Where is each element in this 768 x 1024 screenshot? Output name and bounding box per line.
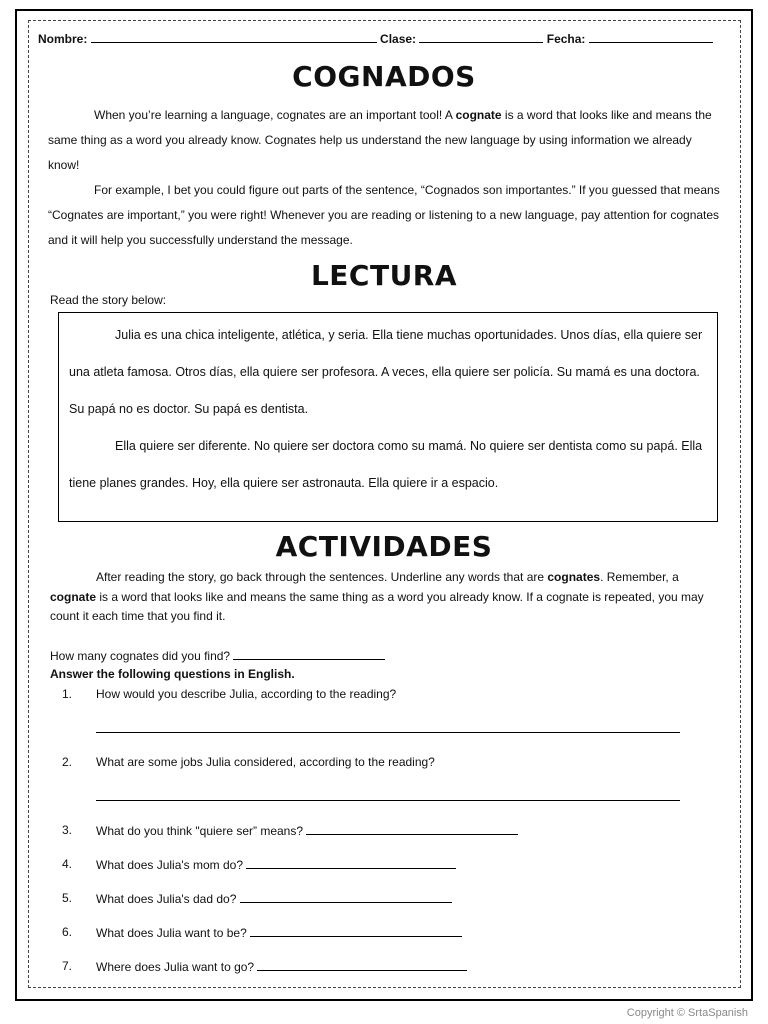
count-answer-field[interactable]: [233, 648, 385, 660]
nombre-field[interactable]: [91, 31, 377, 43]
cognate-bold: cognate: [455, 108, 502, 122]
actividades-paragraph: After reading the story, go back through the sentences. Underline any words that are cognates. Remember, a cognate is a word that looks like and means the same thing as a word you already know. If a cognate is repeated, you may count it each time that you find it.: [50, 570, 704, 623]
story-box: [58, 312, 718, 522]
fecha-field[interactable]: [589, 31, 713, 43]
cognados-text: [48, 103, 720, 253]
fecha-label: Fecha:: [546, 32, 586, 46]
actividades-text: [50, 568, 718, 627]
answer-line-2[interactable]: [96, 800, 680, 801]
answer-line-5[interactable]: [240, 891, 452, 903]
question-4-text: What does Julia's mom do?: [96, 857, 456, 872]
answer-line-3[interactable]: [306, 823, 518, 835]
answer-line-7[interactable]: [257, 959, 467, 971]
copyright-text: Copyright © SrtaSpanish: [626, 1007, 748, 1019]
answer-line-6[interactable]: [250, 925, 462, 937]
clase-field[interactable]: [419, 31, 543, 43]
cognados-paragraph-1: When you’re learning a language, cognates are an important tool! A cognate is a word that looks like and means the same thing as a word you already know. Cognates help us understand the new language by using information we already know!: [48, 108, 712, 172]
story-paragraph-2: Ella quiere ser diferente. No quiere ser doctora como su mamá. No quiere ser dentista como su papá. Ella tiene planes grandes. Hoy, ella quiere ser astronauta. Ella quiere ir a espacio.: [69, 439, 703, 490]
cognados-title: COGNADOS: [292, 60, 476, 93]
story-paragraph-1: Julia es una chica inteligente, atlética, y seria. Ella tiene muchas oportunidades. Unos días, ella quiere ser una atleta famosa. Otros días, ella quiere ser profesora. A veces, ella quiere ser policía. Su mamá es una doctora. Su papá no es doctor. Su papá es dentista.: [69, 328, 703, 416]
question-7-text: Where does Julia want to go?: [96, 959, 467, 974]
question-5-text: What does Julia's dad do?: [96, 891, 452, 906]
nombre-label: Nombre:: [38, 32, 88, 46]
count-question: How many cognates did you find?: [50, 648, 385, 663]
answer-heading: Answer the following questions in English.: [50, 667, 295, 681]
answer-line-4[interactable]: [246, 857, 456, 869]
answer-line-1[interactable]: [96, 732, 680, 733]
clase-label: Clase:: [380, 32, 417, 46]
actividades-title: ACTIVIDADES: [275, 530, 493, 563]
header-row: [38, 31, 713, 46]
question-3-text: What do you think "quiere ser” means?: [96, 823, 518, 838]
lectura-title: LECTURA: [310, 259, 458, 292]
cognados-paragraph-2: For example, I bet you could figure out parts of the sentence, “Cognados son importantes.” If you guessed that means “Cognates are important,” you were right! Whenever you are reading or listening to a new language, pay attention for cognates and it will help you successfully understand the message.: [48, 183, 720, 247]
lectura-instruction: Read the story below:: [50, 293, 167, 307]
question-6-text: What does Julia want to be?: [96, 925, 462, 940]
